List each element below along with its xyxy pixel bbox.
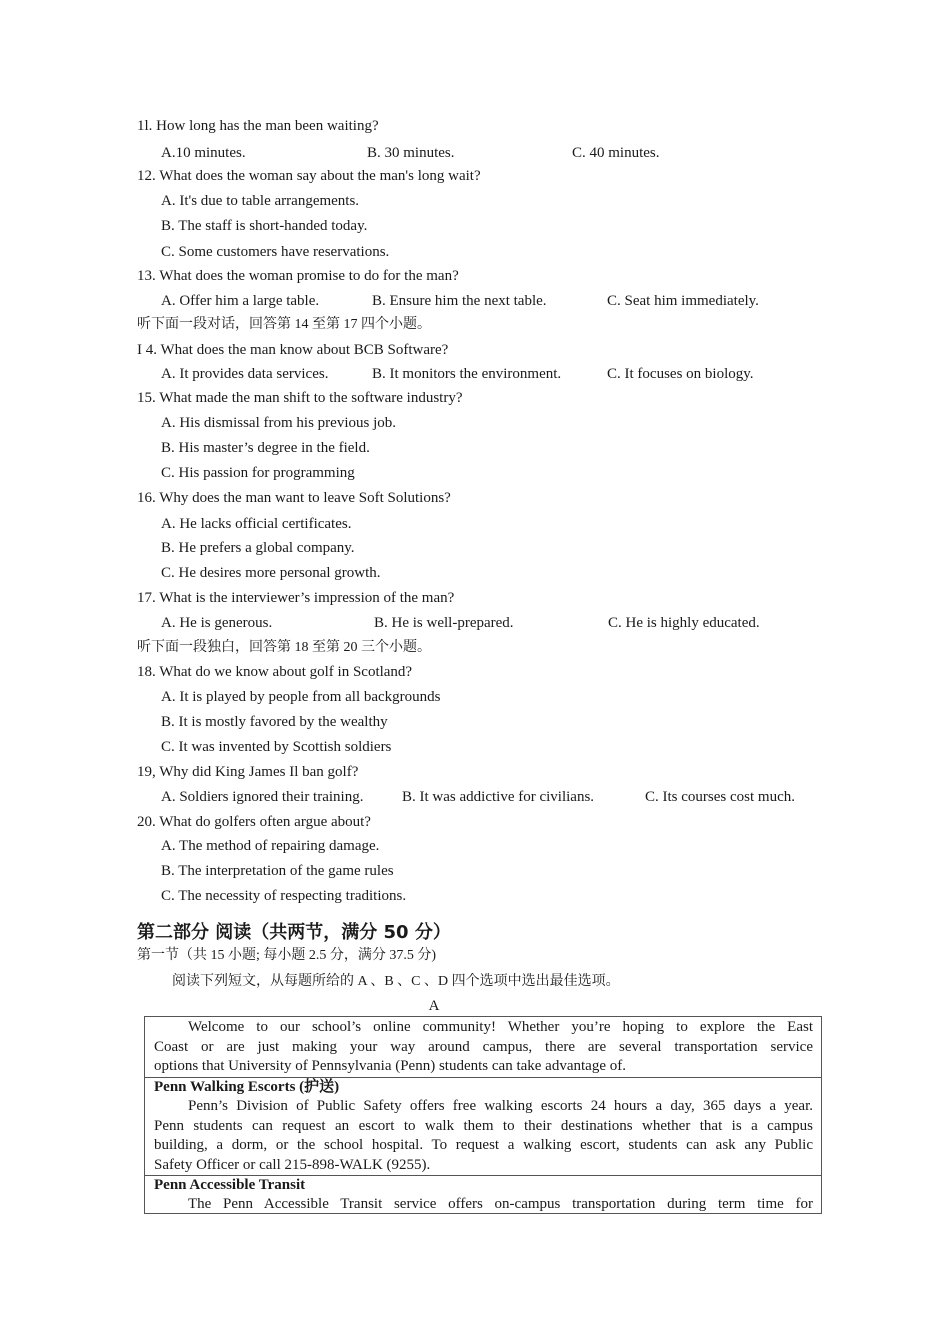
option-20a: A. The method of repairing damage. (161, 838, 380, 854)
reading-instruction: 阅读下列短文，从每题所给的 A 、B 、C 、D 四个选项中选出最佳选项。 (172, 974, 620, 989)
escorts-line: Penn’s Division of Public Safety offers free walking escorts 24 hours a day, 365 days a year. (188, 1098, 813, 1114)
passage-table (144, 1016, 822, 1214)
option-15b: B. His master’s degree in the field. (161, 440, 370, 456)
escorts-title: Penn Walking Escorts (护送) (154, 1079, 340, 1095)
option-14b: B. It monitors the environment. (372, 366, 562, 382)
option-13a: A. Offer him a large table. (161, 293, 320, 309)
intro-line: Coast or are just making your way around campus, there are several transportation service (154, 1038, 813, 1055)
passage-label: A (428, 998, 440, 1014)
option-11c: C. 40 minutes. (572, 145, 660, 161)
option-12a: A. It's due to table arrangements. (161, 193, 360, 209)
instruction-14-17: 听下面一段对话，回答第 14 至第 17 四个小题。 (137, 317, 431, 332)
option-13b: B. Ensure him the next table. (372, 293, 547, 309)
transit-line: The Penn Accessible Transit service offers on-campus transportation during term time for (188, 1196, 813, 1212)
question-18: 18. What do we know about golf in Scotland? (137, 664, 413, 680)
option-19b: B. It was addictive for civilians. (402, 789, 595, 805)
option-11b: B. 30 minutes. (367, 145, 455, 161)
option-14a: A. It provides data services. (161, 366, 329, 382)
transit-body (154, 1195, 813, 1215)
option-14c: C. It focuses on biology. (607, 366, 754, 382)
option-17a: A. He is generous. (161, 615, 273, 631)
option-19a: A. Soldiers ignored their training. (161, 789, 364, 805)
option-16a: A. He lacks official certificates. (161, 516, 352, 532)
option-17b: B. He is well-prepared. (374, 615, 514, 631)
passage-intro (145, 1018, 821, 1077)
intro-line: options that University of Pennsylvania (Penn) students can take advantage of. (154, 1058, 626, 1074)
option-20b: B. The interpretation of the game rules (161, 863, 394, 879)
question-13: 13. What does the woman promise to do for the man? (137, 268, 459, 284)
option-11a: A.10 minutes. (161, 145, 246, 161)
option-18a: A. It is played by people from all backgrounds (161, 689, 441, 705)
question-16: 16. Why does the man want to leave Soft Solutions? (137, 490, 451, 506)
question-17: 17. What is the interviewer’s impression of the man? (137, 590, 455, 606)
transit-title: Penn Accessible Transit (154, 1177, 306, 1193)
escorts-line: Safety Officer or call 215-898-WALK (9255). (154, 1156, 431, 1173)
question-11: 1l. How long has the man been waiting? (137, 118, 379, 134)
option-15a: A. His dismissal from his previous job. (161, 415, 396, 431)
option-17c: C. He is highly educated. (608, 615, 760, 631)
escorts-section (145, 1077, 821, 1175)
escorts-body (154, 1097, 813, 1175)
option-20c: C. The necessity of respecting traditions. (161, 888, 407, 904)
question-15: 15. What made the man shift to the software industry? (137, 390, 463, 406)
section-one-title: 第一节（共 15 小题; 每小题 2.5 分，满分 37.5 分) (137, 948, 437, 963)
option-18b: B. It is mostly favored by the wealthy (161, 714, 388, 730)
option-18c: C. It was invented by Scottish soldiers (161, 739, 392, 755)
option-12c: C. Some customers have reservations. (161, 244, 390, 260)
part-two-title: 第二部分 阅读（共两节，满分 50 分） (137, 922, 451, 943)
question-12: 12. What does the woman say about the man's long wait? (137, 168, 481, 184)
option-19c: C. Its courses cost much. (645, 789, 795, 805)
question-14: I 4. What does the man know about BCB Software? (137, 342, 449, 358)
option-13c: C. Seat him immediately. (607, 293, 759, 309)
option-12b: B. The staff is short-handed today. (161, 218, 368, 234)
intro-line: Welcome to our school’s online community! Whether you’re hoping to explore the East (188, 1019, 813, 1035)
instruction-18-20: 听下面一段独白，回答第 18 至第 20 三个小题。 (137, 640, 431, 655)
option-16b: B. He prefers a global company. (161, 540, 355, 556)
transit-section (145, 1175, 821, 1215)
option-16c: C. He desires more personal growth. (161, 565, 381, 581)
escorts-line: Penn students can request an escort to walk them to their destinations whether that is a campus (154, 1117, 813, 1134)
question-20: 20. What do golfers often argue about? (137, 814, 371, 830)
escorts-line: building, a dorm, or the school hospital. To request a walking escort, students can ask any Public (154, 1137, 813, 1153)
option-15c: C. His passion for programming (161, 465, 355, 481)
question-19: 19, Why did King James Il ban golf? (137, 764, 359, 780)
